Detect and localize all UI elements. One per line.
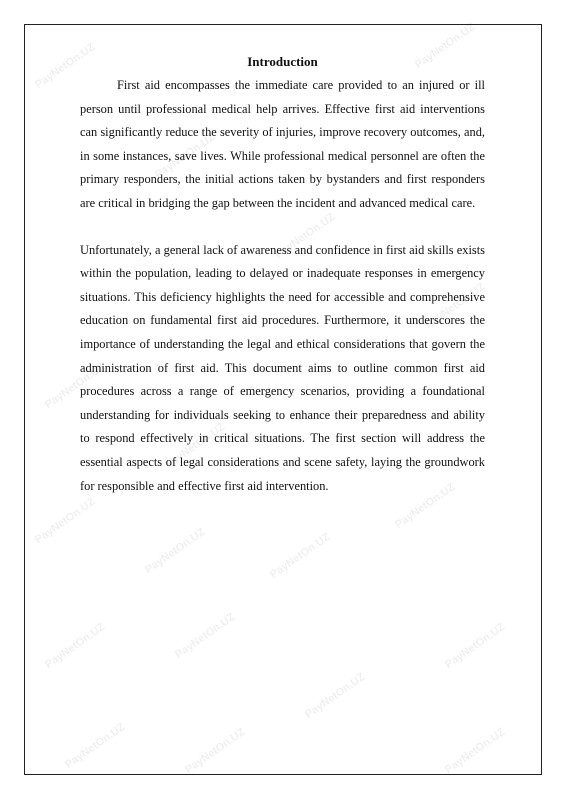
watermark: PayNetOn.UZ: [302, 670, 368, 722]
watermark: PayNetOn.UZ: [62, 720, 128, 772]
intro-paragraph-1: First aid encompasses the immediate care provided to an injured or ill person until professional medical help arrives. Effective first aid interventions can significantly reduce the severity of injuries, improve recovery outcomes, and, in some instances, save lives. While professional medical personnel are often the primary responders, the initial actions taken by bystanders and first responders are critical in bridging the gap between the incident and advanced medical care.: [80, 78, 485, 210]
watermark: PayNetOn.UZ: [442, 725, 508, 777]
watermark: PayNetOn.UZ: [422, 280, 488, 332]
watermark: PayNetOn.UZ: [142, 525, 208, 577]
watermark: PayNetOn.UZ: [162, 420, 228, 472]
document-body: [80, 52, 488, 498]
intro-paragraph-2: Unfortunately, a general lack of awareness and confidence in first aid skills exists within the population, leading to delayed or inadequate responses in emergency situations. This deficiency highlights the need for accessible and comprehensive education on fundamental first aid procedures. Furthermore, it underscores the importance of understanding the legal and ethical considerations that govern the administration of first aid. This document aims to outline common first aid procedures across a range of emergency scenarios, providing a foundational understanding for individuals seeking to enhance their preparedness and ability to respond effectively in critical situations. The first section will address the essential aspects of legal considerations and scene safety, laying the groundwork for responsible and effective first aid intervention.: [80, 242, 485, 493]
watermark: PayNetOn.UZ: [392, 480, 458, 532]
watermark: PayNetOn.UZ: [152, 130, 218, 182]
watermark: PayNetOn.UZ: [42, 620, 108, 672]
watermark: PayNetOn.UZ: [32, 495, 98, 547]
watermark: PayNetOn.UZ: [442, 620, 508, 672]
watermark: PayNetOn.UZ: [267, 530, 333, 582]
section-title: Introduction: [247, 54, 318, 69]
watermark: PayNetOn.UZ: [182, 725, 248, 777]
watermark: PayNetOn.UZ: [272, 210, 338, 262]
watermark: PayNetOn.UZ: [32, 40, 98, 92]
watermark: PayNetOn.UZ: [412, 20, 478, 72]
watermark: PayNetOn.UZ: [42, 360, 108, 412]
watermark: PayNetOn.UZ: [172, 610, 238, 662]
